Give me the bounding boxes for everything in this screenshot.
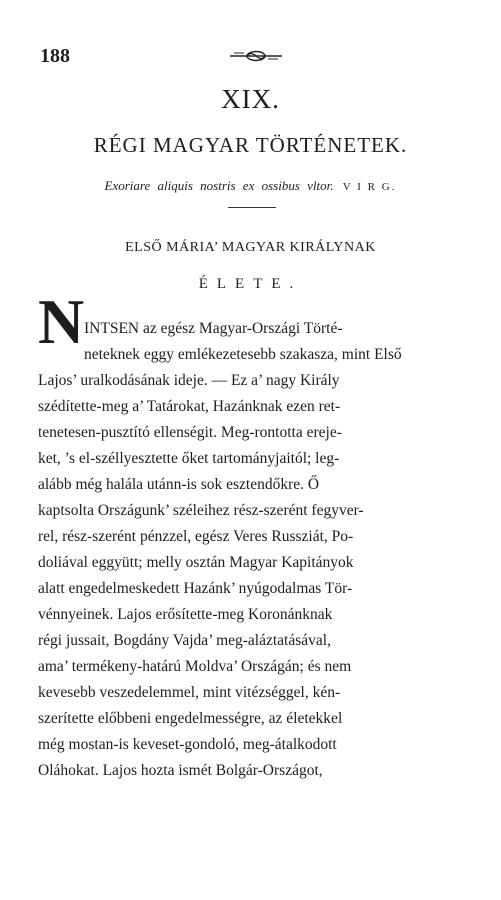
epigraph-quote: Exoriare aliquis nostris ex ossibus vltor. [104, 178, 334, 193]
epigraph [0, 178, 501, 194]
epigraph-author: V I R G. [342, 181, 397, 193]
text-line: doliával eggyütt; melly osztán Magyar Kapitányok [38, 554, 354, 571]
text-line: még mostan-is keveset-gondoló, meg-átalkodott [38, 736, 337, 753]
heading-line-2: ÉLETE. [198, 276, 303, 292]
text-line: kevesebb veszedelemmel, mint vitézséggel, kén- [38, 684, 341, 701]
text-line: ket, ’s el-széllyesztette őket tartományjaitól; leg- [38, 450, 340, 467]
text-line: INTSEN az egész Magyar-Országi Törté- [84, 320, 343, 337]
text-line: szédítette-meg a’ Tatárokat, Hazánknak ezen ret- [38, 398, 341, 415]
text-line: Lajos’ uralkodásának ideje. — Ez a’ nagy Király [38, 372, 340, 389]
text-line: kaptsolta Országunk’ széleihez rész-szerént fegyver- [38, 502, 364, 519]
section-title: RÉGI MAGYAR TÖRTÉNETEK. [93, 133, 408, 157]
text-line: vénnyeinek. Lajos erősítette-meg Koronánknak [38, 606, 333, 623]
text-line: alatt engedelmeskedett Hazánk’ nyúgodalmas Tör- [38, 580, 353, 597]
text-line: régi jussait, Bogdány Vajda’ meg-aláztatásával, [38, 632, 331, 649]
text-line: Oláhokat. Lajos hozta ismét Bolgár-Országot, [38, 762, 323, 779]
text-line: tenetesen-pusztító ellenségit. Meg-rontotta ereje- [38, 424, 342, 441]
text-line: neteknek eggy emlékezetesebb szakasza, mint Első [84, 346, 402, 363]
chapter-number: XIX. [221, 84, 280, 114]
page-number: 188 [40, 45, 70, 67]
text-line: rel, rész-szerént pénzzel, egész Veres Russziát, Po- [38, 528, 354, 545]
text-line: ama’ termékeny-határú Moldva’ Országán; és nem [38, 658, 352, 675]
heading-line-1: ELSŐ MÁRIA’ MAGYAR KIRÁLYNAK [125, 240, 376, 255]
text-line: szerítette előbbeni engedelmességre, az életekkel [38, 710, 343, 727]
text-line: alább még halála utánn-is sok esztendőkre. Ő [38, 476, 320, 493]
divider [228, 207, 276, 208]
ornament-icon [230, 50, 282, 62]
drop-cap: N [38, 286, 85, 357]
